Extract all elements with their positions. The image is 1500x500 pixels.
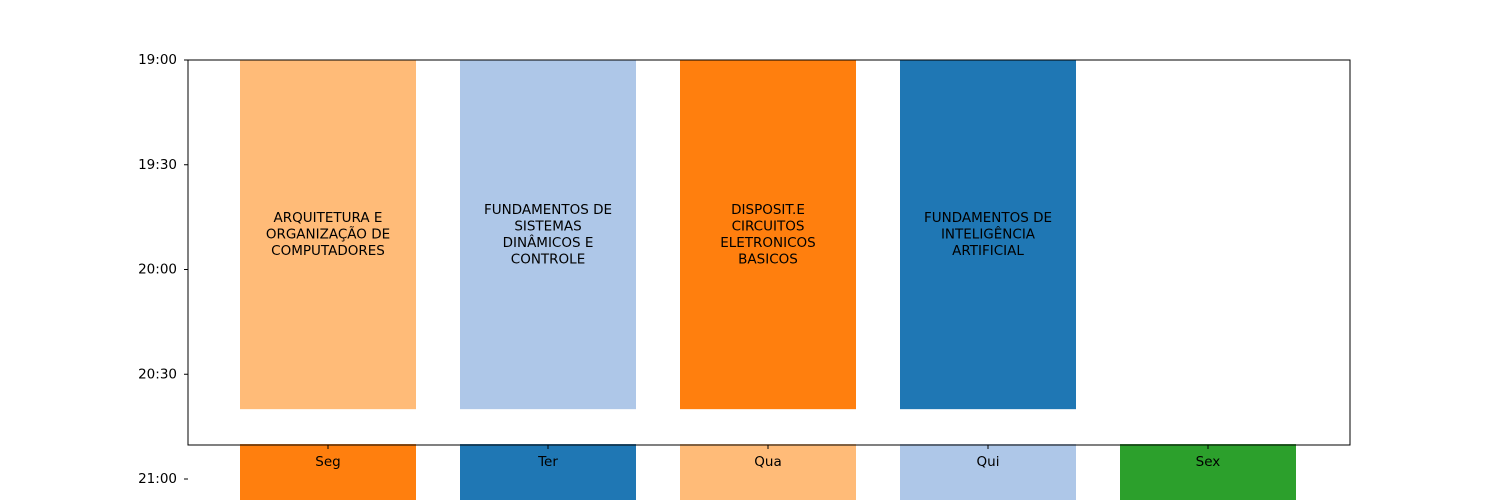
- class-block: [240, 60, 416, 409]
- class-block-label: BASICOS: [738, 251, 798, 268]
- class-block-label: COMPUTADORES: [271, 243, 385, 260]
- class-block-label: CIRCUITOS: [731, 218, 805, 235]
- x-tick-label: Qui: [976, 454, 1000, 470]
- x-tick-label: Sex: [1195, 454, 1221, 470]
- x-tick-label: Qua: [754, 454, 782, 470]
- class-block-label: DISPOSIT.E: [731, 201, 805, 218]
- y-tick-label: 19:00: [138, 52, 177, 68]
- class-block-label: FUNDAMENTOS DE: [923, 210, 1053, 227]
- class-block-bar: [460, 444, 636, 500]
- class-block: [460, 60, 636, 409]
- class-block-bar: [240, 444, 416, 500]
- class-block: [680, 60, 856, 409]
- y-tick-label: 19:30: [138, 156, 177, 173]
- class-block: [680, 444, 856, 500]
- y-tick-label: 21:00: [138, 471, 177, 487]
- class-block: [900, 60, 1076, 409]
- y-tick-label: 20:30: [138, 366, 177, 383]
- class-block-label: ELETRONICOS: [720, 234, 816, 251]
- class-block-label: DINÂMICOS E: [502, 234, 594, 251]
- class-block-bar: [900, 444, 1076, 500]
- class-block-bar: [1120, 444, 1296, 500]
- class-block: [240, 444, 416, 500]
- x-tick-label: Ter: [538, 454, 558, 470]
- class-block: [1120, 444, 1296, 500]
- class-block: [900, 444, 1076, 500]
- class-block-label: SISTEMAS: [514, 218, 582, 235]
- class-block-bar: [680, 444, 856, 500]
- class-block-label: INTELIGÊNCIA: [940, 226, 1036, 243]
- x-tick-label: Seg: [315, 454, 341, 470]
- y-tick-label: 20:00: [138, 261, 177, 278]
- class-block-label: ARTIFICIAL: [952, 243, 1024, 260]
- class-block: [460, 444, 636, 500]
- class-block-label: CONTROLE: [510, 251, 586, 268]
- class-block-label: FUNDAMENTOS DE: [483, 201, 613, 218]
- class-block-label: ORGANIZAÇÃO DE: [265, 226, 391, 243]
- class-block-label: ARQUITETURA E: [273, 210, 383, 227]
